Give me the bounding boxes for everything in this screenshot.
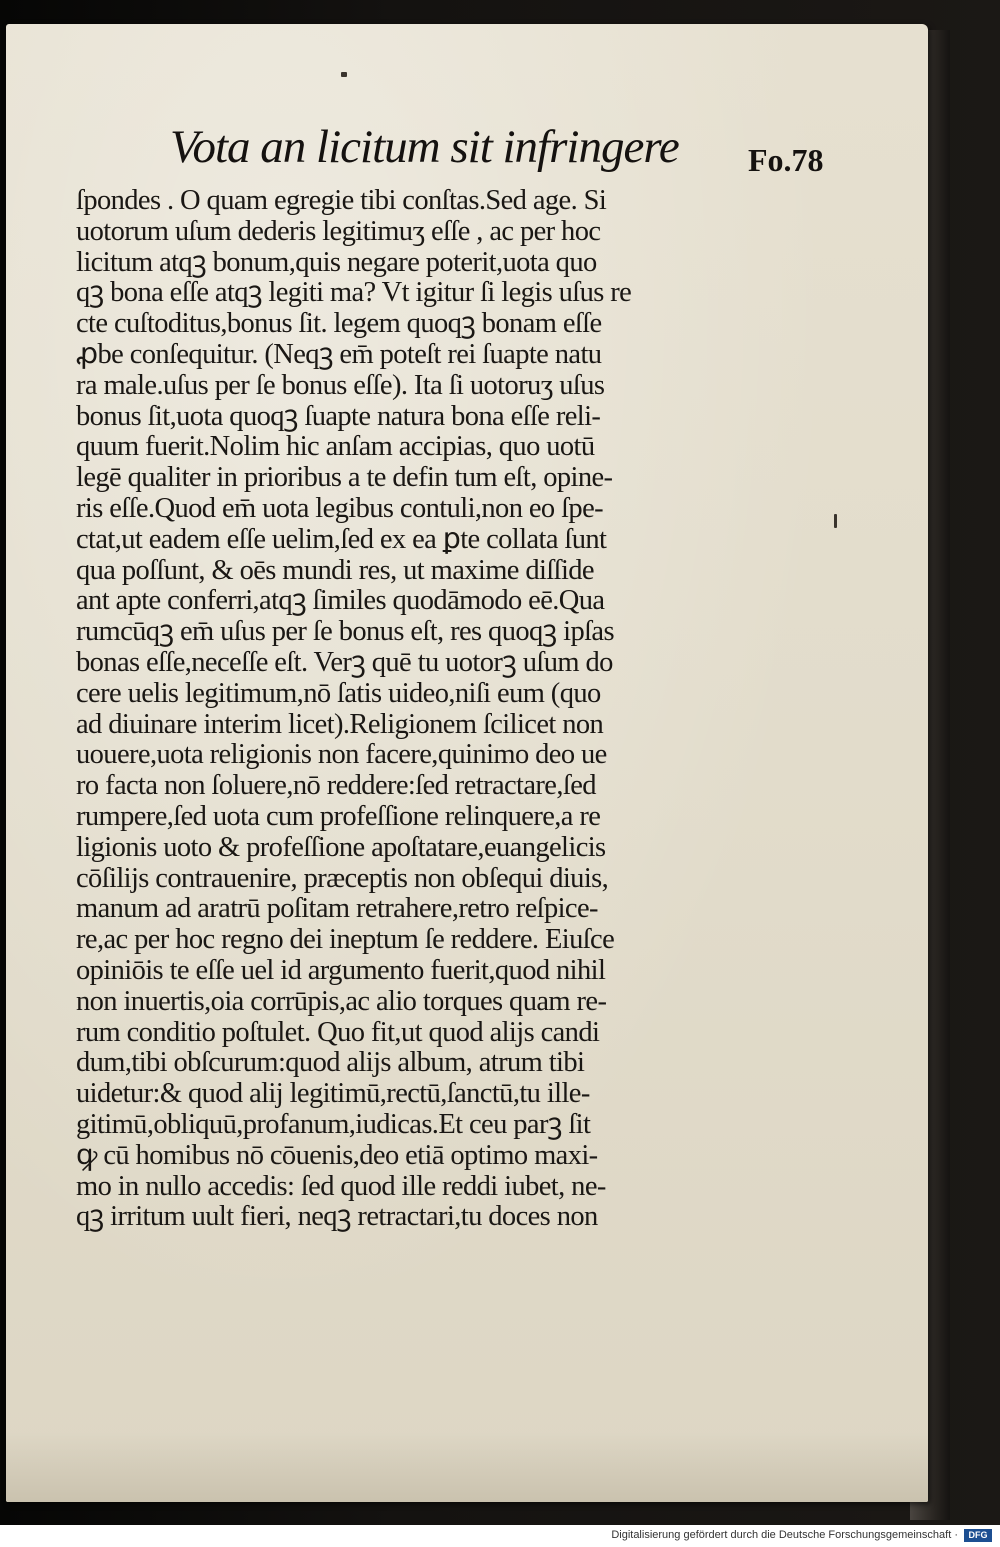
text-line: manum ad aratrū poſitam retrahere,retro reſpice- <box>76 893 598 925</box>
folio-number: Fo.78 <box>748 142 824 178</box>
text-line: cōſilijs contrauenire, præceptis non obſequi diuis, <box>76 862 609 894</box>
ink-speck <box>834 514 837 528</box>
text-line: ꝙ cū homibus nō cōuenis,deo etiā optimo maxi- <box>76 1139 598 1171</box>
text-line: bonas eſſe,neceſſe eſt. Verꝫ quē tu uotorꝫ uſum do <box>76 646 613 678</box>
funding-credit: Digitalisierung gefördert durch die Deutsche Forschungsgemeinschaft · <box>611 1529 958 1541</box>
text-line: uidetur:& quod alij legitimū,rectū,ſanctū,tu ille- <box>76 1078 590 1110</box>
text-line: qua poſſunt, & oēs mundi res, ut maxime diſſide <box>76 554 594 586</box>
text-line: non inuertis,oia corrūpis,ac alio torques quam re- <box>76 985 607 1017</box>
text-line: cere uelis legitimum,nō ſatis uideo,niſi eum (quo <box>76 677 601 709</box>
text-line: cte cuſtoditus,bonus ſit. legem quoqꝫ bonam eſſe <box>76 308 602 340</box>
text-line: mo in nullo accedis: ſed quod ille reddi iubet, ne- <box>76 1170 606 1202</box>
text-line: re,ac per hoc regno dei ineptum ſe reddere. Eiuſce <box>76 924 615 956</box>
book-page <box>6 24 928 1502</box>
footer-bar <box>0 1525 1000 1547</box>
text-line: legē qualiter in prioribus a te defin tum eſt, opine- <box>76 462 613 494</box>
text-line: rumcūqꝫ em̄ uſus per ſe bonus eſt, res quoqꝫ ipſas <box>76 616 614 648</box>
running-head: Vota an licitum sit infringere <box>170 121 679 173</box>
text-line: opiniōis te eſſe uel id argumento fuerit,quod nihil <box>76 954 606 986</box>
text-line: ctat,ut eadem eſſe uelim,ſed ex ea ꝑte collata ſunt <box>76 523 607 555</box>
text-line: qꝫ bona eſſe atqꝫ legiti ma? Vt igitur ſi legis uſus re <box>76 277 632 309</box>
text-line: qꝫ irritum uult fieri, neqꝫ retractari,tu doces non <box>76 1201 598 1233</box>
text-line: rum conditio poſtulet. Quo fit,ut quod alijs candi <box>76 1016 600 1048</box>
text-line: ris eſſe.Quod em̄ uota legibus contuli,non eo ſpe- <box>76 492 604 524</box>
text-line: licitum atqꝫ bonum,quis negare poterit,uota quo <box>76 246 597 278</box>
text-line: ligionis uoto & profeſſione apoſtatare,euangelicis <box>76 831 606 863</box>
text-line: gitimū,obliquū,profanum,iudicas.Et ceu parꝫ ſit <box>76 1108 591 1140</box>
text-line: ant apte conferri,atqꝫ ſimiles quodāmodo eē.Qua <box>76 585 605 617</box>
text-block <box>76 186 736 1233</box>
text-line: quum fuerit.Nolim hic anſam accipias, quo uotū <box>76 431 595 463</box>
ink-speck <box>341 72 347 77</box>
text-line: uouere,uota religionis non facere,quinimo deo ue <box>76 739 607 771</box>
text-line: bonus ſit,uota quoqꝫ ſuapte natura bona eſſe reli- <box>76 400 601 432</box>
text-line: ro facta non ſoluere,nō reddere:ſed retractare,ſed <box>76 770 596 802</box>
text-line: ꝓbe conſequitur. (Neqꝫ em̄ poteſt rei ſuapte natu <box>76 338 602 370</box>
text-line: ra male.uſus per ſe bonus eſſe). Ita ſi uotoruʒ uſus <box>76 369 605 401</box>
text-line: uotorum uſum dederis legitimuʒ eſſe , ac per hoc <box>76 215 601 247</box>
dfg-logo: DFG <box>964 1529 992 1542</box>
text-line: ſpondes . O quam egregie tibi conſtas.Sed age. Si <box>76 185 607 216</box>
text-line: rumpere,ſed uota cum profeſſione relinquere,a re <box>76 800 601 832</box>
text-line: dum,tibi obſcurum:quod alijs album, atrum tibi <box>76 1047 585 1079</box>
text-line: ad diuinare interim licet).Religionem ſcilicet non <box>76 708 604 740</box>
